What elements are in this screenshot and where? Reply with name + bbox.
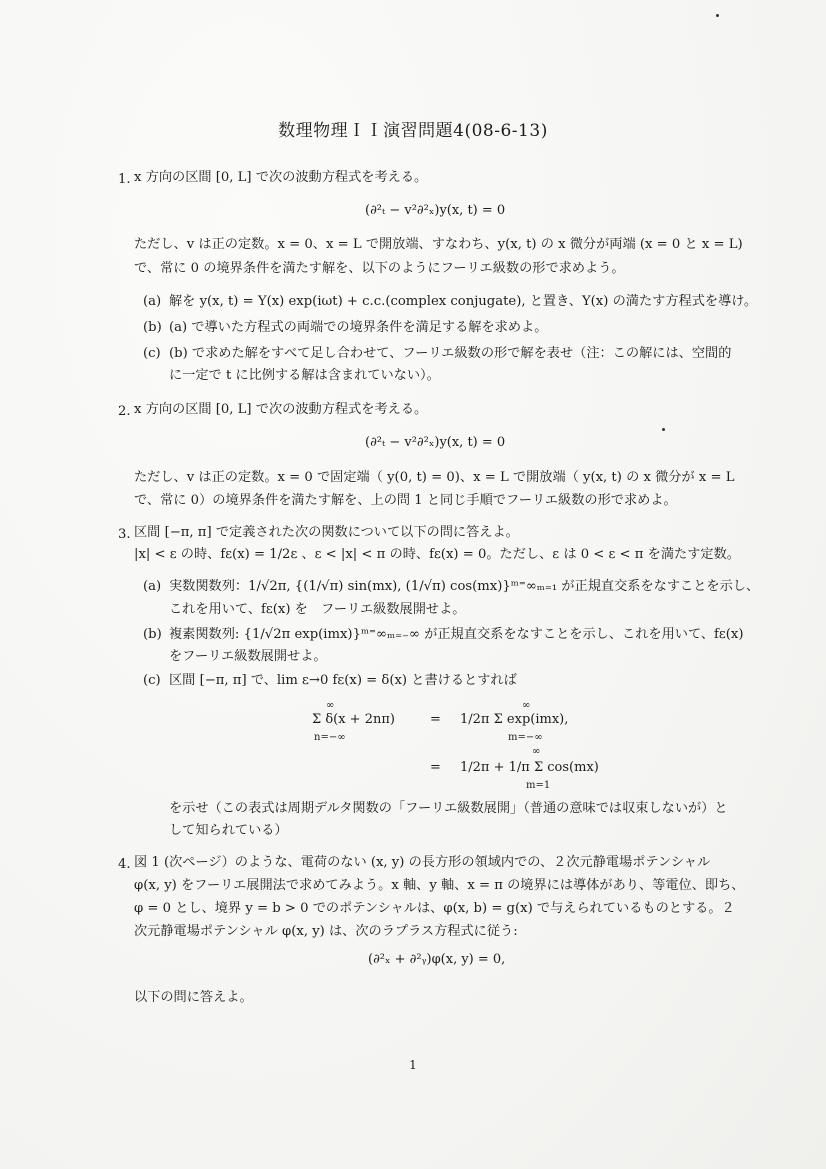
problem-1c-text: (b) で求めた解をすべて足し合わせて、フーリエ級数の形で解を表せ（注：この解には、空間的	[169, 346, 732, 361]
sum-2-expression: 1/2π Σ exp(imx),	[460, 712, 569, 727]
problem-2-text-2: で、常に 0）の境界条件を満たす解を、上の問 1 と同じ手順でフーリエ級数の形で求めよ。	[134, 493, 677, 508]
problem-3c-text-2: を示せ（この表式は周期デルタ関数の「フーリエ級数展開」（普通の意味では収束しないが）と	[169, 801, 728, 816]
problem-3a-text-1: 実数関数列：1/√2π, {(1/√π) sin(mx), (1/√π) cos(mx)}ᵐ⁼∞ₘ₌₁ が正規直交系をなすことを示し、	[169, 579, 760, 594]
problem-1b-text: (a) で導いた方程式の両端での境界条件を満足する解を求めよ。	[169, 320, 548, 335]
problem-1c	[143, 342, 731, 366]
sum-1-expression: Σ δ(x + 2nπ)	[312, 712, 395, 727]
sum-1-upper: ∞	[326, 700, 335, 711]
problem-4-number: 4.	[118, 857, 131, 872]
problem-4-text-1: 図 1 (次ページ）のような、電荷のない (x, y) の長方形の領域内での、２次元静電場ポテンシャル	[134, 855, 711, 870]
problem-1c-label: (c)	[143, 346, 161, 361]
problem-3c	[143, 669, 517, 693]
problem-1-text-1: ただし、v は正の定数。x = 0、x = L で開放端、すなわち、y(x, t) の x 微分が両端 (x = 0 と x = L)	[134, 237, 743, 252]
page-title: 数理物理ＩＩ演習問題4(08-6-13)	[278, 121, 548, 141]
problem-1a	[143, 290, 757, 314]
sum-3-expression: 1/2π + 1/π Σ cos(mx)	[460, 760, 599, 775]
problem-3b-label: (b)	[143, 627, 162, 642]
sum-2-lower: m=−∞	[508, 732, 543, 743]
problem-3-definition: |x| < ε の時、fε(x) = 1/2ε 、ε < |x| < π の時、fε(x) = 0。ただし、ε は 0 < ε < π を満たす定数。	[134, 547, 740, 562]
equals-sign-2: =	[430, 760, 441, 775]
problem-1a-label: (a)	[143, 294, 162, 309]
problem-3a-label: (a)	[143, 579, 162, 594]
scan-speck	[716, 14, 719, 17]
problem-2-number: 2.	[118, 404, 131, 419]
problem-3-number: 3.	[118, 527, 131, 542]
sum-2-upper: ∞	[522, 700, 531, 711]
problem-1-text-2: で、常に 0 の境界条件を満たす解を、以下のようにフーリエ級数の形で求めよう。	[134, 261, 625, 276]
periodic-delta-equation	[312, 700, 612, 790]
problem-4-text-4: 次元静電場ポテンシャル φ(x, y) は、次のラプラス方程式に従う:	[134, 924, 518, 939]
scan-speck	[662, 428, 665, 431]
problem-1-intro: x 方向の区間 [0, L] で次の波動方程式を考える。	[134, 170, 428, 185]
equals-sign-1: =	[430, 712, 441, 727]
problem-1b-label: (b)	[143, 320, 162, 335]
problem-4-text-3: φ = 0 とし、境界 y = b > 0 でのポテンシャルは、φ(x, b) = g(x) で与えられているものとする。２	[134, 901, 735, 916]
problem-3b-text-2: をフーリエ級数展開せよ。	[169, 649, 327, 664]
problem-3a-text-2: これを用いて、fε(x) を フーリエ級数展開せよ。	[169, 602, 466, 617]
problem-2-equation: (∂²ₜ − v²∂²ₓ)y(x, t) = 0	[365, 435, 506, 450]
problem-4-equation: (∂²ₓ + ∂²ᵧ)φ(x, y) = 0,	[368, 952, 506, 967]
sum-3-lower: m=1	[526, 780, 551, 791]
sum-1-lower: n=−∞	[314, 732, 346, 743]
problem-1c-text-2: に一定で t に比例する解は含まれていない）。	[169, 368, 440, 383]
problem-1-equation: (∂²ₜ − v²∂²ₓ)y(x, t) = 0	[365, 203, 506, 218]
problem-3b	[143, 623, 744, 647]
problem-4-text-2: φ(x, y) をフーリエ展開法で求めてみよう。x 軸、y 軸、x = π の境界には導体があり、等電位、即ち、	[134, 878, 745, 893]
page-number: 1	[409, 1058, 417, 1072]
problem-3c-label: (c)	[143, 673, 161, 688]
problem-2-intro: x 方向の区間 [0, L] で次の波動方程式を考える。	[134, 402, 428, 417]
sum-3-upper: ∞	[532, 746, 541, 757]
problem-1a-text: 解を y(x, t) = Y(x) exp(iωt) + c.c.(complex conjugate), と置き、Y(x) の満たす方程式を導け。	[169, 294, 758, 309]
problem-3c-text-1: 区間 [−π, π] で、lim ε→0 fε(x) = δ(x) と書けるとすれば	[169, 673, 517, 688]
problem-1-number: 1.	[118, 172, 131, 187]
problem-3a	[143, 575, 759, 599]
problem-3c-text-3: して知られている）	[169, 823, 288, 838]
problem-1b	[143, 316, 547, 340]
problem-4-closing: 以下の問に答えよ。	[134, 990, 253, 1005]
problem-3b-text-1: 複素関数列: {1/√2π exp(imx)}ᵐ⁼∞ₘ₌₋∞ が正規直交系をなすことを示し、これを用いて、fε(x)	[169, 627, 744, 642]
problem-3-intro: 区間 [−π, π] で定義された次の関数について以下の問に答えよ。	[134, 525, 519, 540]
problem-2-text-1: ただし、v は正の定数。x = 0 で固定端（ y(0, t) = 0)、x = L で開放端（ y(x, t) の x 微分が x = L	[134, 470, 735, 485]
